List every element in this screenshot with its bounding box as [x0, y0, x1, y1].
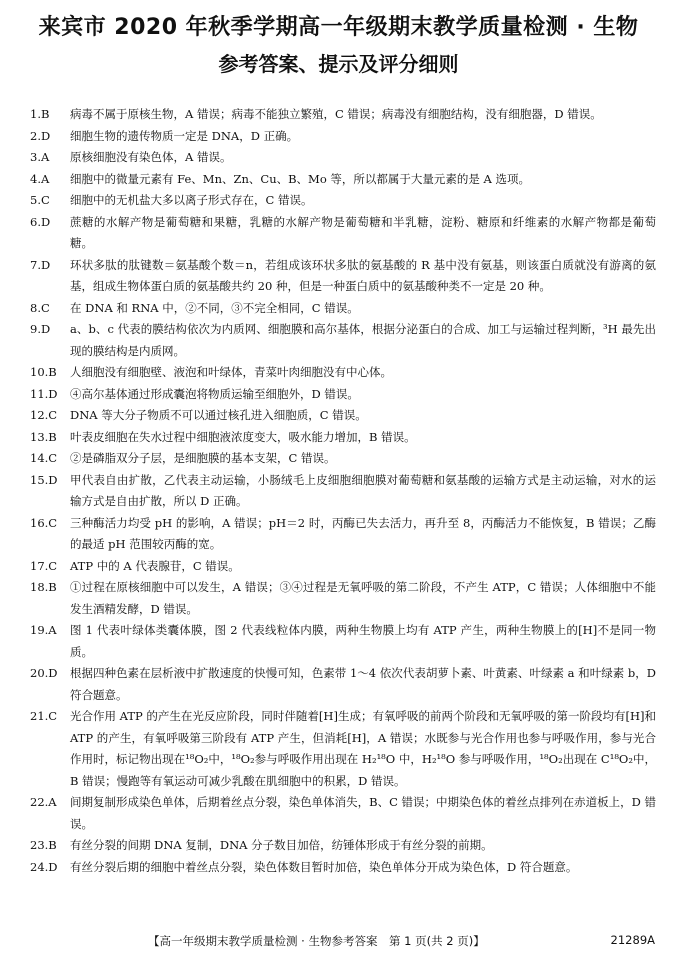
answer-number: 18.B — [30, 580, 57, 594]
answer-explanation: 间期复制形成染色单体，后期着丝点分裂，染色单体消失，B、C 错误；中期染色体的着丝点排列在赤道板上，D 错误。 — [70, 795, 656, 831]
answer-item — [30, 577, 656, 620]
answer-explanation: 甲代表自由扩散，乙代表主动运输，小肠绒毛上皮细胞细胞膜对葡萄糖和氨基酸的运输方式是主动运输，对水的运输方式是自由扩散，所以 D 正确。 — [70, 472, 656, 508]
answer-number: 15.D — [30, 472, 58, 487]
answer-number: 24.D — [30, 859, 58, 874]
answer-explanation: 人细胞没有细胞壁、液泡和叶绿体，青菜叶肉细胞没有中心体。 — [70, 365, 392, 379]
answer-number: 8.C — [30, 300, 50, 315]
answer-explanation: 细胞中的微量元素有 Fe、Mn、Zn、Cu、B、Mo 等，所以都属于大量元素的是 A 选项。 — [70, 171, 531, 186]
answer-explanation: 蔗糖的水解产物是葡萄糖和果糖，乳糖的水解产物是葡萄糖和半乳糖，淀粉、糖原和纤维素的水解产物都是葡萄糖。 — [70, 214, 656, 250]
answer-explanation: 有丝分裂后期的细胞中着丝点分裂，染色体数目暂时加倍，染色单体分开成为染色体，D 符合题意。 — [70, 859, 578, 874]
answer-item — [30, 384, 656, 406]
answer-item — [30, 147, 656, 169]
answer-item — [30, 255, 656, 298]
answer-explanation: 图 1 代表叶绿体类囊体膜，图 2 代表线粒体内膜，两种生物膜上均有 ATP 产生，两种生物膜上的[H]不是同一物质。 — [70, 623, 656, 659]
answer-item — [30, 169, 656, 191]
answer-list — [30, 104, 656, 878]
answer-number: 5.C — [30, 193, 50, 207]
answer-explanation: 在 DNA 和 RNA 中，②不同，③不完全相同，C 错误。 — [70, 300, 359, 315]
answer-item — [30, 126, 656, 148]
page-subtitle: 参考答案、提示及评分细则 — [218, 52, 459, 76]
answer-item — [30, 104, 656, 126]
answer-item — [30, 212, 656, 255]
answer-explanation: 三种酶活力均受 pH 的影响，A 错误；pH＝2 时，丙酶已失去活力，再升至 8，丙酶活力不能恢复，B 错误；乙酶的最适 pH 范围较丙酶的宽。 — [70, 515, 656, 551]
answer-item — [30, 556, 656, 578]
answer-explanation: 细胞生物的遗传物质一定是 DNA，D 正确。 — [70, 128, 299, 143]
answer-number: 2.D — [30, 128, 51, 143]
answer-number: 3.A — [30, 150, 50, 164]
answer-explanation: 原核细胞没有染色体，A 错误。 — [70, 150, 232, 164]
answer-number: 16.C — [30, 515, 58, 530]
answer-explanation: 环状多肽的肽键数＝氨基酸个数＝n，若组成该环状多肽的氨基酸的 R 基中没有氨基，则该蛋白质就没有游离的氨基，组成生物体蛋白质的氨基酸共约 20 种，但是一种蛋白质中的氨基酸种类不一定是 20 种。 — [70, 257, 656, 293]
answer-item — [30, 470, 656, 513]
answer-number: 10.B — [30, 365, 57, 379]
answer-item — [30, 190, 656, 212]
answer-number: 11.D — [30, 386, 58, 401]
answer-explanation: 根据四种色素在层析液中扩散速度的快慢可知，色素带 1～4 依次代表胡萝卜素、叶黄素、叶绿素 a 和叶绿素 b，D 符合题意。 — [70, 666, 656, 702]
answer-item — [30, 620, 656, 663]
answer-number: 4.A — [30, 171, 50, 186]
answer-item — [30, 792, 656, 835]
answer-item — [30, 706, 656, 792]
answer-number: 22.A — [30, 795, 57, 809]
answer-number: 19.A — [30, 623, 57, 637]
answer-item — [30, 362, 656, 384]
answer-explanation: DNA 等大分子物质不可以通过核孔进入细胞质，C 错误。 — [70, 408, 367, 422]
answer-explanation: ①过程在原核细胞中可以发生，A 错误；③④过程是无氧呼吸的第二阶段，不产生 ATP，C 错误；人体细胞中不能发生酒精发酵，D 错误。 — [70, 580, 656, 616]
answer-explanation: a、b、c 代表的膜结构依次为内质网、细胞膜和高尔基体，根据分泌蛋白的合成、加工与运输过程判断，³H 最先出现的膜结构是内质网。 — [70, 322, 656, 358]
answer-item — [30, 663, 656, 706]
answer-item — [30, 448, 656, 470]
answer-number: 7.D — [30, 257, 51, 272]
answer-number: 21.C — [30, 709, 58, 723]
answer-number: 1.B — [30, 107, 50, 121]
answer-number: 12.C — [30, 408, 58, 422]
answer-number: 17.C — [30, 558, 58, 573]
answer-explanation: 光合作用 ATP 的产生在光反应阶段，同时伴随着[H]生成；有氧呼吸的前两个阶段和无氧呼吸的第一阶段均有[H]和 ATP 的产生，有氧呼吸第三阶段有 ATP 产生，但消耗[H]，A 错误；水既参与光合作用也参与呼吸作用，参与光合作用时，标记物出现在¹⁸O₂中，¹⁸O₂参与呼吸作用出现在 H₂¹⁸O 中，H₂¹⁸O 参与呼吸作用，¹⁸O₂出现在 C¹⁸O₂中，B 错误；慢跑等有氧运动可减少乳酸在肌细胞中的积累，D 错误。 — [70, 709, 656, 788]
answer-item — [30, 835, 656, 857]
answer-number: 9.D — [30, 322, 51, 336]
answer-explanation: 有丝分裂的间期 DNA 复制，DNA 分子数目加倍，纺锤体形成于有丝分裂的前期。 — [70, 838, 493, 852]
answer-item — [30, 857, 656, 879]
answer-number: 13.B — [30, 429, 57, 444]
answer-number: 20.D — [30, 666, 58, 680]
answer-explanation: ATP 中的 A 代表腺苷，C 错误。 — [70, 558, 240, 573]
page-title: 来宾市 2020 年秋季学期高一年级期末教学质量检测 · 生物 — [38, 15, 639, 40]
answer-explanation: 病毒不属于原核生物，A 错误；病毒不能独立繁殖，C 错误；病毒没有细胞结构，没有细胞器，D 错误。 — [70, 107, 602, 121]
answer-explanation: ④高尔基体通过形成囊泡将物质运输至细胞外，D 错误。 — [70, 386, 359, 401]
answer-number: 23.B — [30, 838, 57, 852]
answer-explanation: 叶表皮细胞在失水过程中细胞液浓度变大，吸水能力增加，B 错误。 — [70, 429, 416, 444]
answer-item — [30, 513, 656, 556]
answer-item — [30, 319, 656, 362]
answer-number: 14.C — [30, 451, 58, 465]
answer-item — [30, 405, 656, 427]
answer-explanation: ②是磷脂双分子层，是细胞膜的基本支架，C 错误。 — [70, 451, 336, 465]
answer-number: 6.D — [30, 214, 51, 229]
footer-code: 21289A — [610, 933, 655, 947]
footer-text: 【高一年级期末教学质量检测 · 生物参考答案 第 1 页(共 2 页)】 — [148, 934, 485, 948]
answer-item — [30, 427, 656, 449]
answer-explanation: 细胞中的无机盐大多以离子形式存在，C 错误。 — [70, 193, 313, 207]
answer-item — [30, 298, 656, 320]
